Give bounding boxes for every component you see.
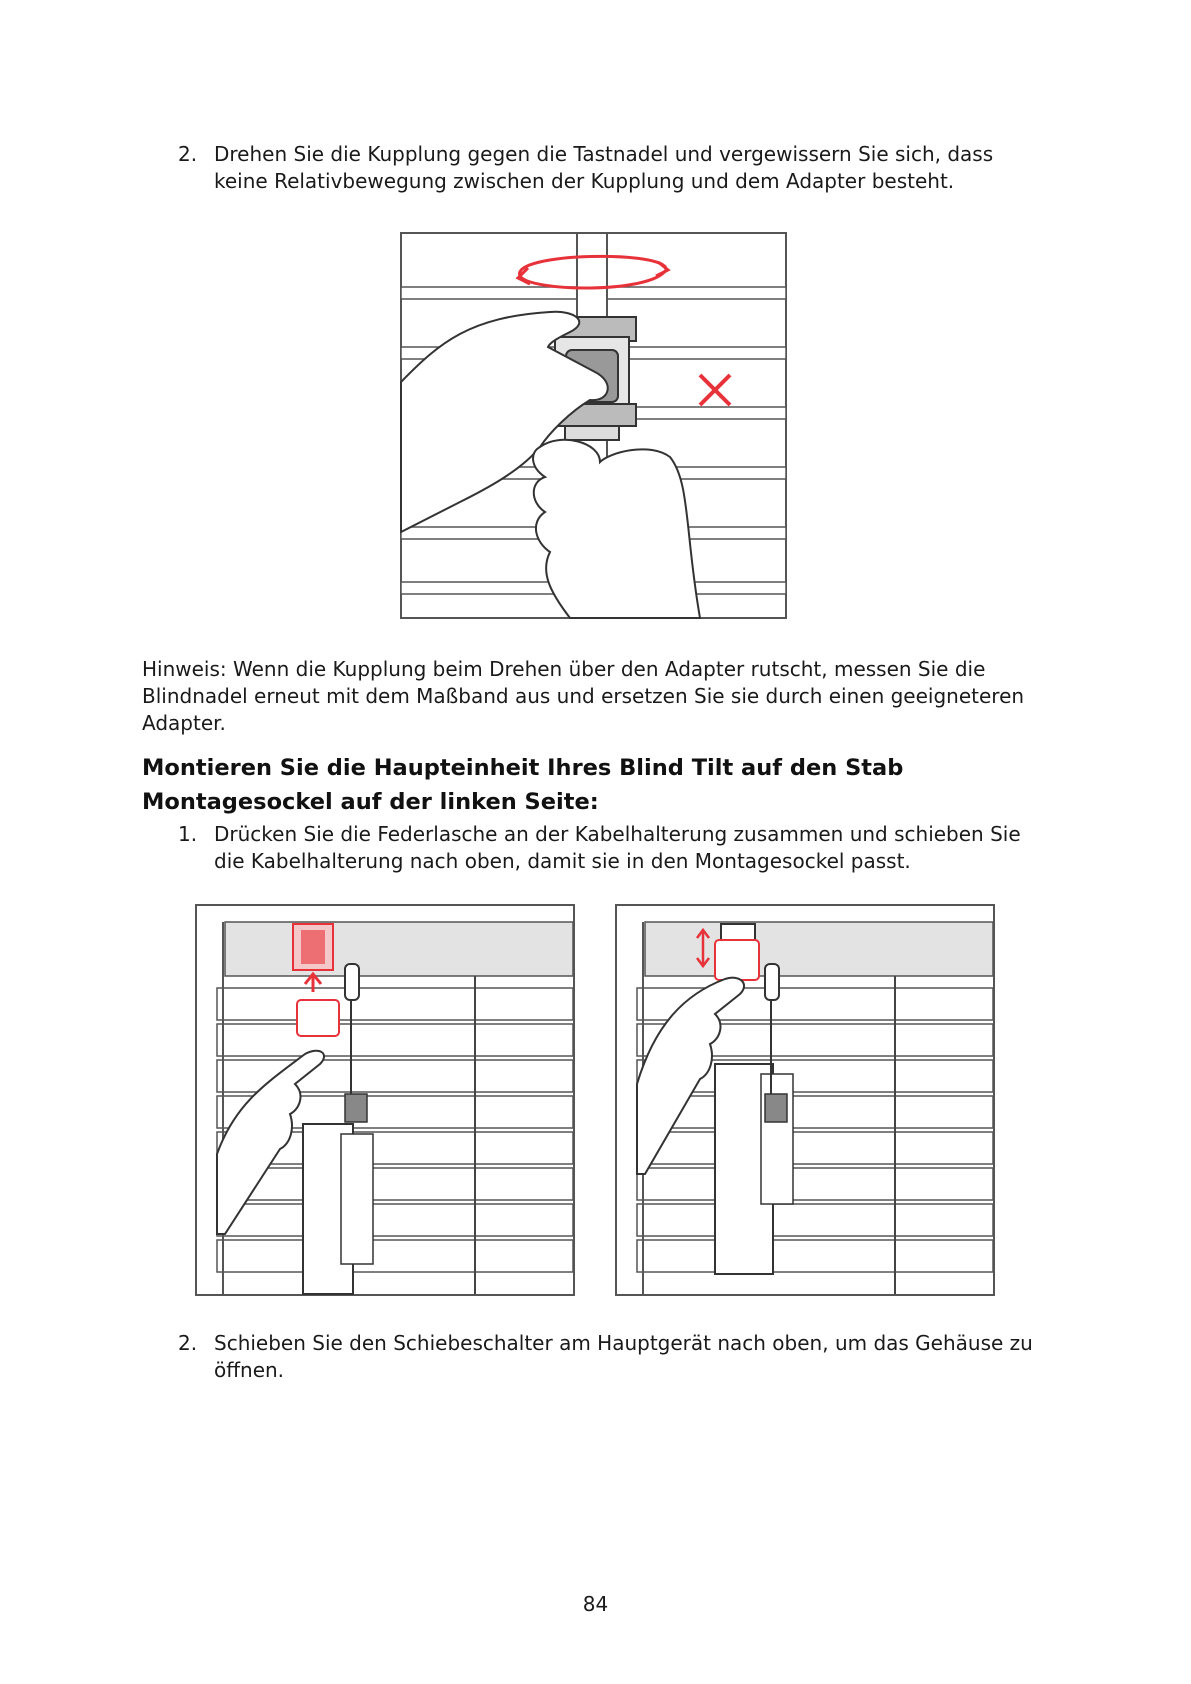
step-text-line: Drücken Sie die Federlasche an der Kabelhalterung zusammen und schieben Sie	[214, 822, 1021, 846]
lower-hand	[533, 440, 700, 618]
page-number: 84	[582, 1592, 609, 1616]
step-rotate-coupling	[178, 141, 1078, 197]
note-line: Blindnadel erneut mit dem Maßband aus und ersetzen Sie sie durch einen geeigneteren	[142, 684, 1025, 708]
heading-line: Montagesockel auf der linken Seite:	[142, 789, 599, 815]
step-cable-holder	[178, 821, 1098, 877]
step-slide-switch	[178, 1330, 1098, 1386]
step-number: 1.	[178, 822, 198, 846]
coupling-rotation-illustration	[400, 232, 787, 619]
step-number: 2.	[178, 1331, 198, 1355]
step-text-line: Drehen Sie die Kupplung gegen die Tastnadel und vergewissern Sie sich, dass	[214, 142, 994, 166]
step-text-line: Schieben Sie den Schiebeschalter am Hauptgerät nach oben, um das Gehäuse zu	[214, 1331, 1033, 1355]
step-text-line: die Kabelhalterung nach oben, damit sie in den Montagesockel passt.	[214, 849, 911, 873]
mounting-illustration-right	[615, 904, 995, 1296]
section-heading	[142, 751, 1092, 819]
note-line: Adapter.	[142, 711, 226, 735]
step-text	[214, 821, 1021, 875]
mounting-illustration-left	[195, 904, 575, 1296]
heading-line: Montieren Sie die Haupteinheit Ihres Blind Tilt auf den Stab	[142, 755, 904, 781]
step-text-line: keine Relativbewegung zwischen der Kupplung und dem Adapter besteht.	[214, 169, 955, 193]
step-text	[214, 141, 993, 195]
step-number: 2.	[178, 142, 198, 166]
step-text	[214, 1330, 1033, 1384]
step-text-line: öffnen.	[214, 1358, 285, 1382]
note-line: Hinweis: Wenn die Kupplung beim Drehen über den Adapter rutscht, messen Sie die	[142, 657, 986, 681]
note-paragraph	[142, 656, 1062, 737]
